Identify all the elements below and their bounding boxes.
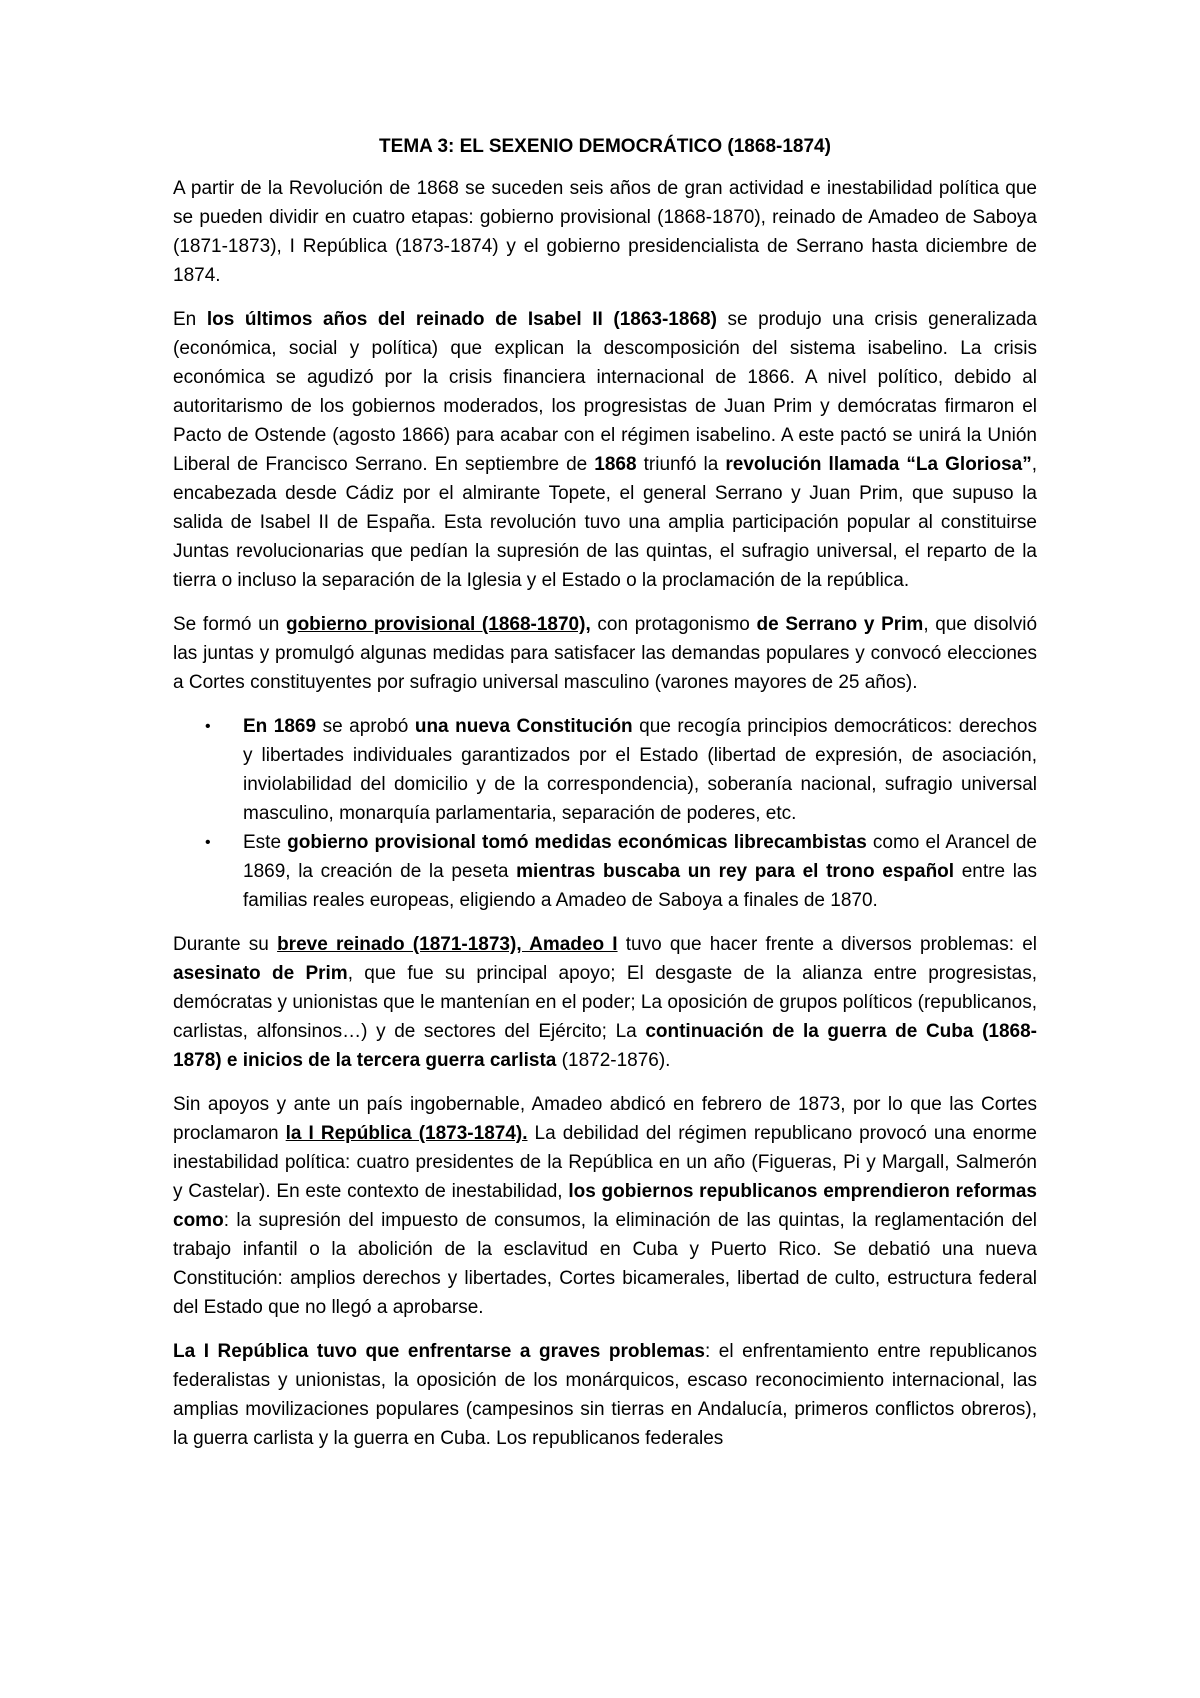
- bold-text: La I República tuvo que enfrentarse a graves problemas: [173, 1341, 705, 1362]
- bold-underlined-text: gobierno provisional (1868-1870),: [285, 614, 591, 635]
- bold-underlined-text: breve reinado (1871-1873), Amadeo I: [277, 934, 618, 955]
- document-body: [173, 132, 1037, 1468]
- bullet-list: [173, 712, 1037, 915]
- paragraph-intro: A partir de la Revolución de 1868 se suceden seis años de gran actividad e inestabilidad política que se pueden dividir en cuatro etapas: gobierno provisional (1868-1870), reinado de Amadeo de Saboya (1871-1873), I República (1873-1874) y el gobierno presidencialista de Serrano hasta diciembre de 1874.: [173, 178, 1037, 286]
- paragraph-gobierno-provisional: Se formó un gobierno provisional (1868-1870), con protagonismo de Serrano y Prim, que disolvió las juntas y promulgó algunas medidas para satisfacer las demandas populares y convocó elecciones a Cortes constituyentes por sufragio universal masculino (varones mayores de 25 años).: [173, 614, 1038, 693]
- bold-text: los últimos años del reinado de Isabel II (1863-1868): [206, 309, 717, 330]
- bold-text: 1868: [594, 454, 637, 475]
- bold-text: gobierno provisional tomó medidas económicas librecambistas: [287, 832, 867, 853]
- list-item-constitucion-1869: • En 1869 se aprobó una nueva Constitución que recogía principios democráticos: derechos y libertades individuales garantizados por el Estado (libertad de expresión, de asociación, inviolabilidad del domicilio y de la correspondencia), soberanía nacional, sufragio universal masculino, monarquía parlamentaria, separación de poderes, etc.: [173, 712, 1037, 828]
- bullet-icon: •: [205, 718, 211, 735]
- bold-text: En 1869: [243, 716, 317, 737]
- paragraph-reinado-amadeo: Durante su breve reinado (1871-1873), Amadeo I tuvo que hacer frente a diversos problemas: el asesinato de Prim, que fue su principal apoyo; El desgaste de la alianza entre progresistas, demócratas y unionistas que le mantenían en el poder; La oposición de grupos políticos (republicanos, carlistas, alfonsinos…) y de sectores del Ejército; La continuación de la guerra de Cuba (1868-1878) e inicios de la tercera guerra carlista (1872-1876).: [173, 934, 1037, 1071]
- bold-text: revolución llamada “La Gloriosa”: [725, 454, 1032, 475]
- bold-text: de Serrano y Prim: [756, 614, 924, 635]
- paragraph-primera-republica: Sin apoyos y ante un país ingobernable, Amadeo abdicó en febrero de 1873, por lo que las Cortes proclamaron la I República (1873-1874). La debilidad del régimen republicano provocó una enorme inestabilidad política: cuatro presidentes de la República en un año (Figueras, Pi y Margall, Salmerón y Castelar). En este contexto de inestabilidad, los gobiernos republicanos emprendieron reformas como: la supresión del impuesto de consumos, la eliminación de las quintas, la reglamentación del trabajo infantil o la abolición de la esclavitud en Cuba y Puerto Rico. Se debatió una nueva Constitución: amplios derechos y libertades, Cortes bicamerales, libertad de culto, estructura federal del Estado que no llegó a aprobarse.: [173, 1094, 1037, 1318]
- paragraph-crisis-isabel: En los últimos años del reinado de Isabel II (1863-1868) se produjo una crisis generalizada (económica, social y política) que explican la descomposición del sistema isabelino. La crisis económica se agudizó por la crisis financiera internacional de 1866. A nivel político, debido al autoritarismo de los gobiernos moderados, los progresistas de Juan Prim y demócratas firmaron el Pacto de Ostende (agosto 1866) para acabar con el régimen isabelino. A este pactó se unirá la Unión Liberal de Francisco Serrano. En septiembre de 1868 triunfó la revolución llamada “La Gloriosa”, encabezada desde Cádiz por el almirante Topete, el general Serrano y Juan Prim, que supuso la salida de Isabel II de España. Esta revolución tuvo una amplia participación popular al constituirse Juntas revolucionarias que pedían la supresión de las quintas, el sufragio universal, el reparto de la tierra o incluso la separación de la Iglesia y el Estado o la proclamación de la república.: [173, 309, 1037, 591]
- paragraph-problemas-republica: La I República tuvo que enfrentarse a graves problemas: el enfrentamiento entre republicanos federalistas y unionistas, la oposición de los monárquicos, escaso reconocimiento internacional, las amplias movilizaciones populares (campesinos sin tierras en Andalucía, primeros conflictos obreros), la guerra carlista y la guerra en Cuba. Los republicanos federales: [173, 1341, 1037, 1449]
- bold-text: los gobiernos republicanos emprendieron reformas como: [173, 1181, 1037, 1231]
- list-item-medidas-economicas: • Este gobierno provisional tomó medidas económicas librecambistas como el Arancel de 1869, la creación de la peseta mientras buscaba un rey para el trono español entre las familias reales europeas, eligiendo a Amadeo de Saboya a finales de 1870.: [173, 828, 1037, 915]
- bold-text: asesinato de Prim: [173, 963, 348, 984]
- bold-underlined-text: la I República (1873-1874).: [285, 1123, 528, 1144]
- bold-text: continuación de la guerra de Cuba (1868-1878) e inicios de la tercera guerra carlista: [173, 1021, 1037, 1071]
- bold-text: mientras buscaba un rey para el trono español: [516, 861, 955, 882]
- bullet-icon: •: [205, 834, 211, 851]
- bold-text: una nueva Constitución: [414, 716, 633, 737]
- page-title: TEMA 3: EL SEXENIO DEMOCRÁTICO (1868-1874): [379, 136, 831, 157]
